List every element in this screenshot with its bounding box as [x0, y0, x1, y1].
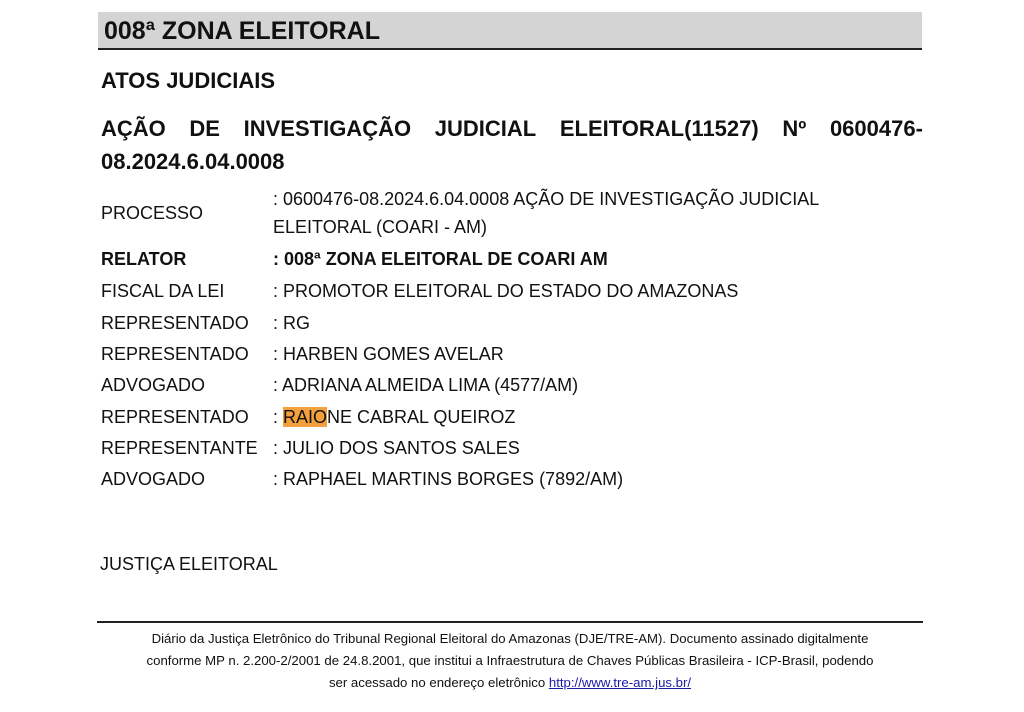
action-title-word: ELEITORAL(11527)	[559, 116, 759, 141]
detail-value: : RAPHAEL MARTINS BORGES (7892/AM)	[273, 469, 624, 489]
detail-value: : PROMOTOR ELEITORAL DO ESTADO DO AMAZONAS	[273, 281, 739, 301]
action-title-line1	[101, 112, 923, 145]
detail-value-prefix: :	[273, 407, 284, 427]
zone-title: 008ª ZONA ELEITORAL	[104, 17, 380, 45]
action-title-line2: 08.2024.6.04.0008	[101, 149, 285, 174]
detail-label: ADVOGADO	[101, 469, 206, 489]
court-label: JUSTIÇA ELEITORAL	[100, 554, 278, 574]
footer-notice	[97, 628, 923, 694]
detail-value: : JULIO DOS SANTOS SALES	[273, 438, 520, 458]
detail-value: : RG	[273, 313, 311, 333]
action-title-word: INVESTIGAÇÃO	[243, 116, 412, 141]
detail-value-rest: NE CABRAL QUEIROZ	[327, 407, 516, 427]
detail-value-continued: ELEITORAL (COARI - AM)	[273, 217, 488, 237]
detail-label: FISCAL DA LEI	[101, 281, 225, 301]
footer-line-prefix: ser acessado no endereço eletrônico	[328, 675, 549, 690]
footer-divider	[97, 621, 923, 623]
detail-value: : 008ª ZONA ELEITORAL DE COARI AM	[273, 249, 608, 269]
action-title-word: Nº	[782, 116, 807, 141]
search-highlight: RAIO	[283, 407, 328, 427]
detail-label: REPRESENTADO	[101, 344, 249, 364]
zone-header	[98, 12, 922, 50]
footer-line: conforme MP n. 2.200-2/2001 de 24.8.2001, que institui a Infraestrutura de Chaves Públicas Brasileira - ICP-Brasil, podendo	[146, 653, 874, 668]
action-title-word: DE	[189, 116, 220, 141]
detail-label: REPRESENTANTE	[101, 438, 258, 458]
detail-value	[273, 404, 515, 430]
detail-label: REPRESENTADO	[101, 407, 249, 427]
action-title-word: JUDICIAL	[434, 116, 537, 141]
action-title-word: 0600476-	[829, 116, 923, 141]
action-title-word: AÇÃO	[101, 116, 166, 141]
footer-line	[97, 672, 923, 694]
detail-label: REPRESENTADO	[101, 313, 249, 333]
detail-label: PROCESSO	[101, 203, 204, 223]
detail-value: : ADRIANA ALMEIDA LIMA (4577/AM)	[273, 375, 579, 395]
section-title: ATOS JUDICIAIS	[101, 68, 275, 93]
footer-line: Diário da Justiça Eletrônico do Tribunal Regional Eleitoral do Amazonas (DJE/TRE-AM). Documento assinado digitalmente	[151, 631, 869, 646]
detail-value: : 0600476-08.2024.6.04.0008 AÇÃO DE INVESTIGAÇÃO JUDICIAL	[273, 189, 820, 209]
detail-value: : HARBEN GOMES AVELAR	[273, 344, 504, 364]
detail-label: ADVOGADO	[101, 375, 206, 395]
action-title	[101, 112, 923, 178]
detail-label: RELATOR	[101, 249, 187, 269]
tre-am-link[interactable]: http://www.tre-am.jus.br/	[548, 675, 692, 690]
